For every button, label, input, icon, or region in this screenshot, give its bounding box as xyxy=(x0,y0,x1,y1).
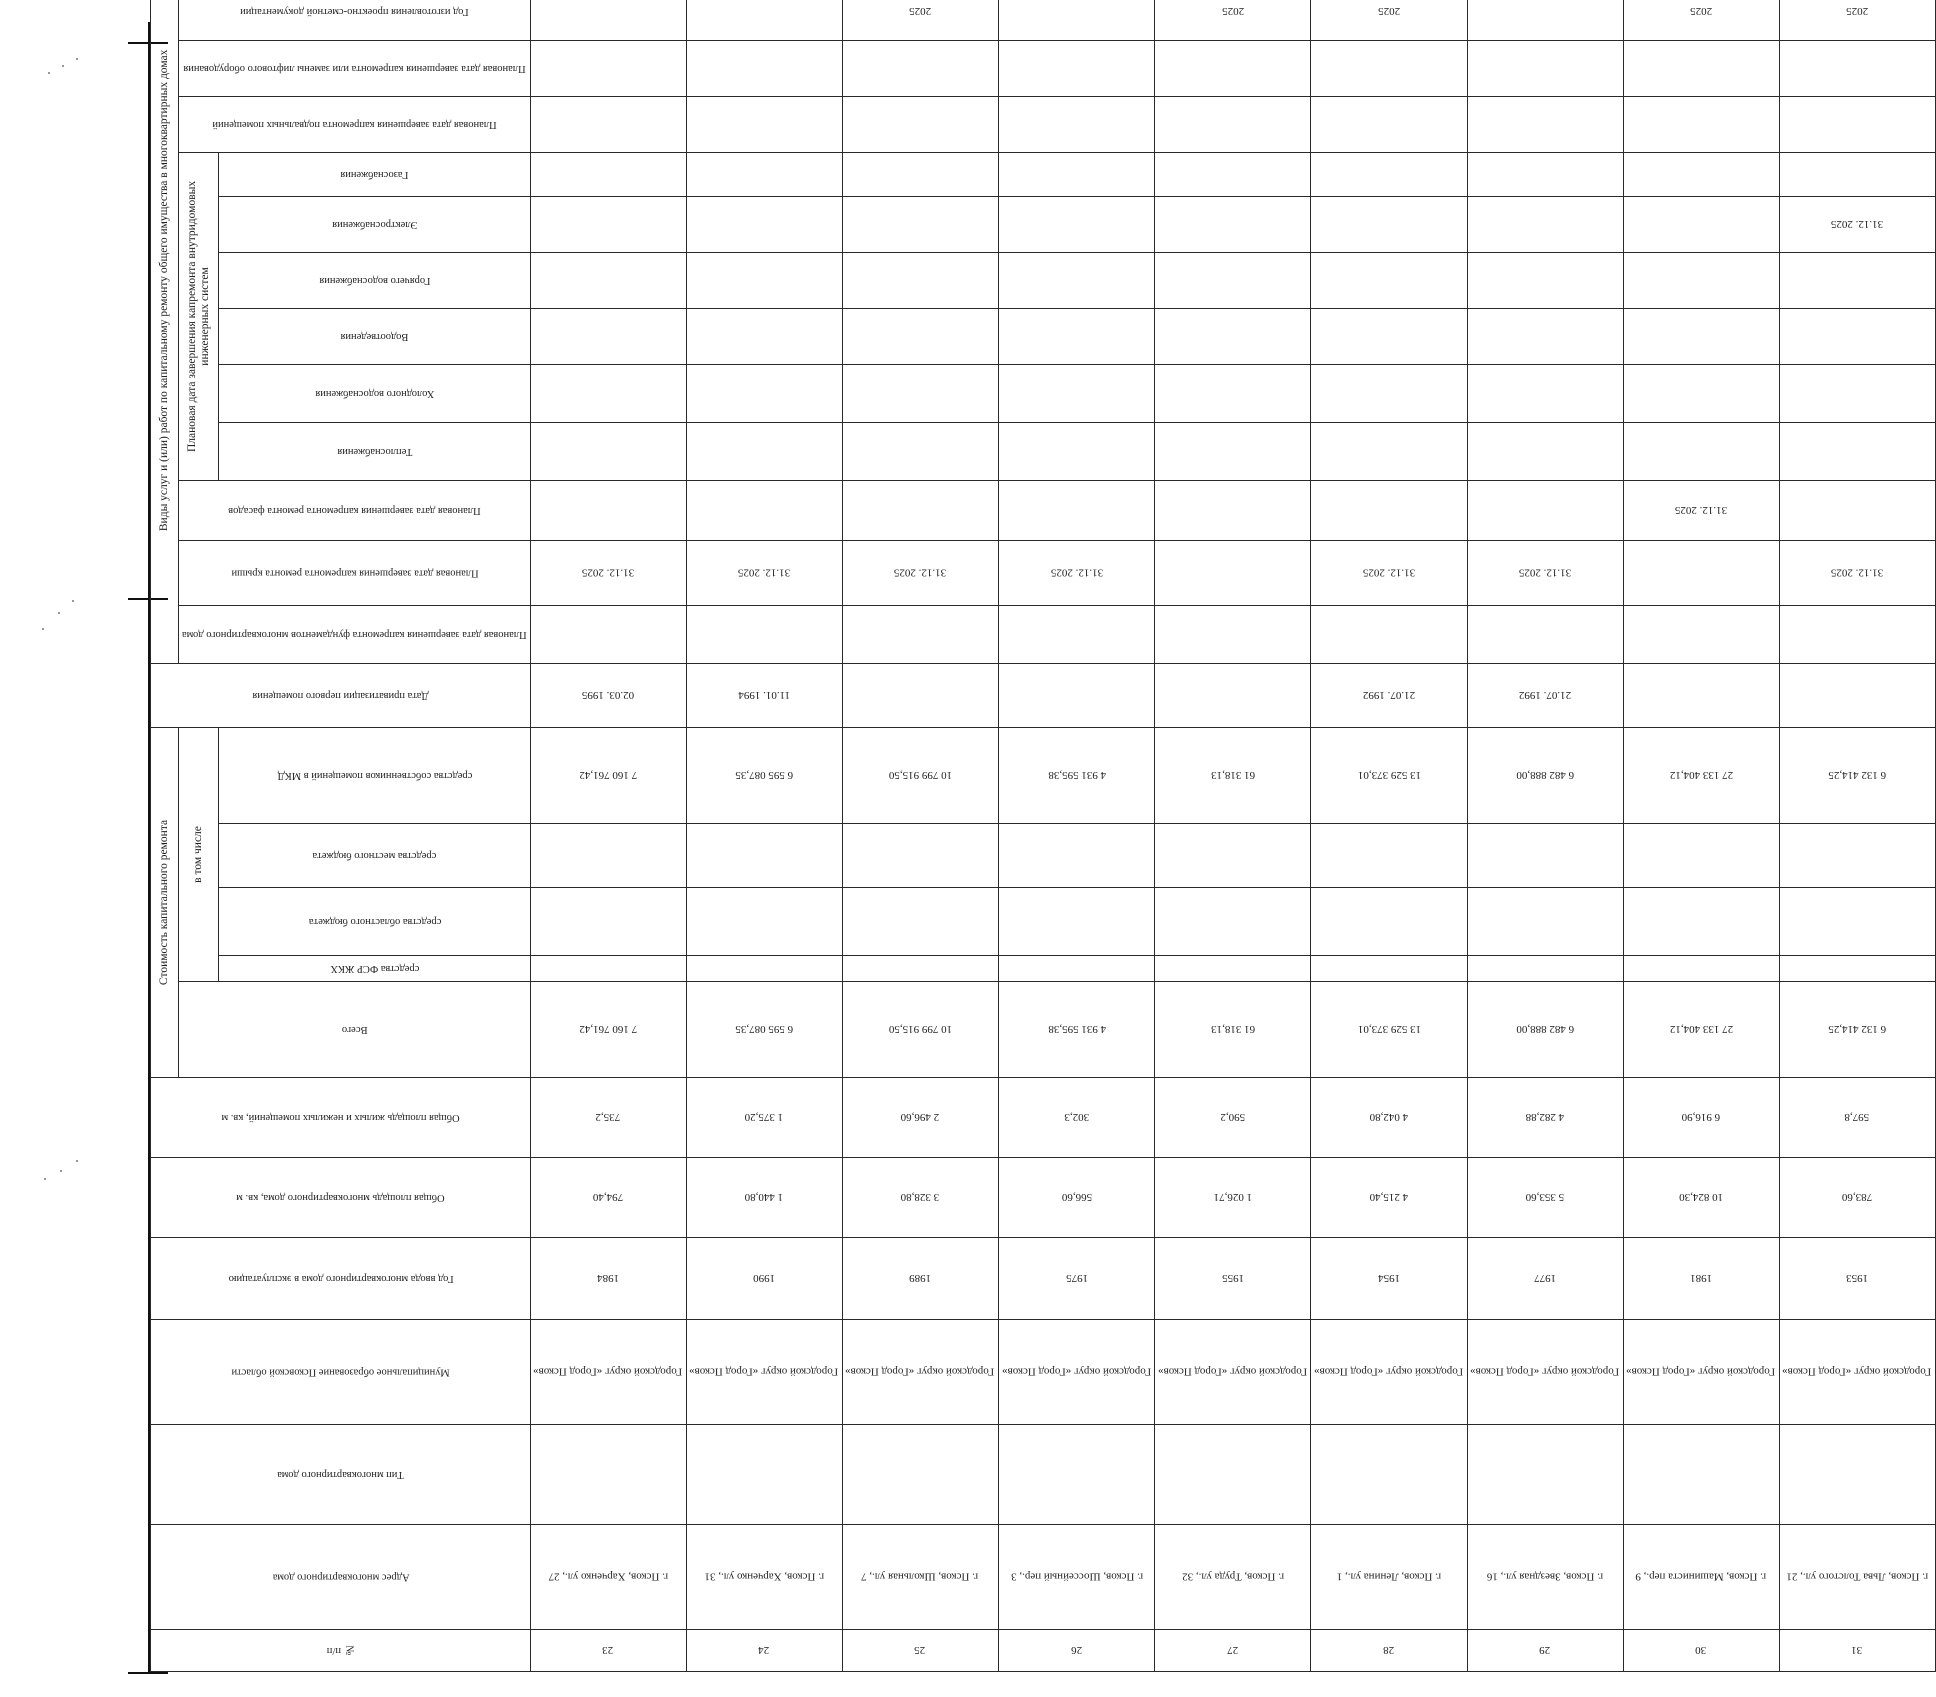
cell-hot-water xyxy=(1779,252,1935,308)
header-premises-area: Общая площадь жилых и нежилых помещений, кв. м xyxy=(151,1078,531,1158)
header-works-group: Виды услуг и (или) работ по капитальному ремонту общего имущества в многоквартирных домах xyxy=(151,0,179,663)
cell-premises-area: 4 282,88 xyxy=(1467,1078,1623,1158)
cell-electricity xyxy=(1155,196,1311,252)
header-heat-supply: Теплоснабжения xyxy=(219,422,530,480)
header-design-year: Год изготовления проектно-сметной документации xyxy=(179,0,531,40)
cell-lift-date xyxy=(1311,40,1467,96)
cell-address: г. Псков, Машиниста пер., 9 xyxy=(1623,1525,1779,1630)
cell-cost-total: 7 160 761,42 xyxy=(530,982,686,1078)
cell-gas-supply xyxy=(1467,152,1623,196)
cell-heat-supply xyxy=(686,422,842,480)
cell-facade-date xyxy=(1779,480,1935,540)
cell-basement-date xyxy=(1779,96,1935,152)
cell-sewerage xyxy=(686,308,842,364)
cell-regional-budget xyxy=(686,888,842,956)
cell-lift-date xyxy=(842,40,998,96)
cell-foundation-date xyxy=(1311,605,1467,663)
cell-hot-water xyxy=(530,252,686,308)
cell-regional-budget xyxy=(1467,888,1623,956)
cell-electricity: 31.12. 2025 xyxy=(1779,196,1935,252)
cell-sewerage xyxy=(1623,308,1779,364)
cell-municipality: Городской округ «Город Псков» xyxy=(1467,1320,1623,1425)
cell-privatization-date xyxy=(842,663,998,727)
bottom-tick-mark xyxy=(128,1672,168,1674)
table-row xyxy=(1623,0,1779,1672)
cell-design-year xyxy=(530,0,686,40)
cell-fsr-fund xyxy=(1155,956,1311,982)
rotated-table-frame xyxy=(150,5,1933,1672)
cell-foundation-date xyxy=(999,605,1155,663)
cell-foundation-date xyxy=(1155,605,1311,663)
cell-facade-date: 31.12. 2025 xyxy=(1623,480,1779,540)
cell-row-number: 30 xyxy=(1623,1630,1779,1672)
cell-privatization-date: 21.07. 1992 xyxy=(1467,663,1623,727)
cell-fsr-fund xyxy=(999,956,1155,982)
cell-gas-supply xyxy=(842,152,998,196)
cell-sewerage xyxy=(1311,308,1467,364)
cell-year-commissioned: 1953 xyxy=(1779,1238,1935,1320)
cell-fsr-fund xyxy=(530,956,686,982)
cell-year-commissioned: 1981 xyxy=(1623,1238,1779,1320)
cell-year-commissioned: 1955 xyxy=(1155,1238,1311,1320)
cell-roof-date: 31.12. 2025 xyxy=(999,540,1155,605)
cell-facade-date xyxy=(1467,480,1623,540)
cell-local-budget xyxy=(842,824,998,888)
cell-total-area: 3 328,80 xyxy=(842,1158,998,1238)
cell-gas-supply xyxy=(1623,152,1779,196)
cell-municipality: Городской округ «Город Псков» xyxy=(1623,1320,1779,1425)
cell-address: г. Псков, Льва Толстого ул., 21 xyxy=(1779,1525,1935,1630)
cell-house-type xyxy=(1311,1425,1467,1525)
cell-row-number: 27 xyxy=(1155,1630,1311,1672)
cell-sewerage xyxy=(1467,308,1623,364)
scan-speck xyxy=(76,1160,78,1162)
cell-total-area: 4 215,40 xyxy=(1311,1158,1467,1238)
header-owners-funds: средства собственников помещений в МКД xyxy=(219,727,530,823)
cell-electricity xyxy=(999,196,1155,252)
header-electricity: Электроснабжения xyxy=(219,196,530,252)
cell-sewerage xyxy=(530,308,686,364)
cell-row-number: 23 xyxy=(530,1630,686,1672)
cell-fsr-fund xyxy=(1779,956,1935,982)
table-row xyxy=(1779,0,1935,1672)
header-local-budget: средства местного бюджета xyxy=(219,824,530,888)
cell-foundation-date xyxy=(530,605,686,663)
cell-municipality: Городской округ «Город Псков» xyxy=(686,1320,842,1425)
cell-premises-area: 6 916,90 xyxy=(1623,1078,1779,1158)
cell-design-year xyxy=(999,0,1155,40)
cell-address: г. Псков, Харченко ул., 31 xyxy=(686,1525,842,1630)
cell-gas-supply xyxy=(1155,152,1311,196)
cell-house-type xyxy=(686,1425,842,1525)
cell-address: г. Псков, Труда ул., 32 xyxy=(1155,1525,1311,1630)
cell-sewerage xyxy=(842,308,998,364)
cell-design-year: 2025 xyxy=(1779,0,1935,40)
cell-cost-total: 4 931 595,38 xyxy=(999,982,1155,1078)
cell-row-number: 24 xyxy=(686,1630,842,1672)
cell-design-year: 2025 xyxy=(1311,0,1467,40)
cell-row-number: 25 xyxy=(842,1630,998,1672)
cell-roof-date: 31.12. 2025 xyxy=(1779,540,1935,605)
cell-cost-total: 6 482 888,00 xyxy=(1467,982,1623,1078)
cell-cost-total: 6 132 414,25 xyxy=(1779,982,1935,1078)
table-body xyxy=(530,0,1936,1672)
cell-regional-budget xyxy=(1779,888,1935,956)
cell-cold-water xyxy=(530,364,686,422)
header-lift-date: Плановая дата завершения капремонта или замены лифтового оборудования xyxy=(179,40,531,96)
table-row xyxy=(530,0,686,1672)
cell-local-budget xyxy=(1623,824,1779,888)
cell-total-area: 10 824,30 xyxy=(1623,1158,1779,1238)
cell-hot-water xyxy=(686,252,842,308)
cell-local-budget xyxy=(1779,824,1935,888)
cell-design-year: 2025 xyxy=(1155,0,1311,40)
cell-lift-date xyxy=(1623,40,1779,96)
cell-foundation-date xyxy=(686,605,842,663)
cell-roof-date xyxy=(1623,540,1779,605)
scan-speck xyxy=(72,600,74,602)
cell-row-number: 31 xyxy=(1779,1630,1935,1672)
cell-basement-date xyxy=(842,96,998,152)
cell-facade-date xyxy=(686,480,842,540)
cell-municipality: Городской округ «Город Псков» xyxy=(1779,1320,1935,1425)
cell-privatization-date xyxy=(999,663,1155,727)
table-row xyxy=(1311,0,1467,1672)
cell-row-number: 28 xyxy=(1311,1630,1467,1672)
cell-basement-date xyxy=(1155,96,1311,152)
cell-regional-budget xyxy=(1623,888,1779,956)
cell-year-commissioned: 1954 xyxy=(1311,1238,1467,1320)
cell-municipality: Городской округ «Город Псков» xyxy=(1155,1320,1311,1425)
cell-address: г. Псков, Школьная ул., 7 xyxy=(842,1525,998,1630)
cell-basement-date xyxy=(1623,96,1779,152)
header-roof-date: Плановая дата завершения капремонта ремонта крыши xyxy=(179,540,531,605)
cell-regional-budget xyxy=(999,888,1155,956)
cell-facade-date xyxy=(1311,480,1467,540)
cell-gas-supply xyxy=(530,152,686,196)
header-row-number: № п/п xyxy=(151,1630,531,1672)
cell-owners-funds: 27 133 404,12 xyxy=(1623,727,1779,823)
cell-hot-water xyxy=(842,252,998,308)
cell-owners-funds: 7 160 761,42 xyxy=(530,727,686,823)
cell-sewerage xyxy=(1779,308,1935,364)
header-first-privatization-date: Дата приватизации первого помещения xyxy=(151,663,531,727)
header-facade-date: Плановая дата завершения капремонта ремонта фасадов xyxy=(179,480,531,540)
cell-local-budget xyxy=(1311,824,1467,888)
scan-speck xyxy=(76,58,78,60)
cell-house-type xyxy=(1779,1425,1935,1525)
cell-foundation-date xyxy=(1467,605,1623,663)
cell-municipality: Городской округ «Город Псков» xyxy=(1311,1320,1467,1425)
header-cost-total: Всего xyxy=(179,982,531,1078)
cell-cold-water xyxy=(1779,364,1935,422)
header-including: в том числе xyxy=(179,727,219,981)
scan-speck xyxy=(42,628,44,630)
cell-fsr-fund xyxy=(686,956,842,982)
cell-regional-budget xyxy=(842,888,998,956)
cell-municipality: Городской округ «Город Псков» xyxy=(999,1320,1155,1425)
cell-heat-supply xyxy=(1155,422,1311,480)
cell-foundation-date xyxy=(1623,605,1779,663)
cell-hot-water xyxy=(1623,252,1779,308)
cell-fsr-fund xyxy=(842,956,998,982)
cell-year-commissioned: 1990 xyxy=(686,1238,842,1320)
capital-repair-table xyxy=(150,0,1936,1672)
cell-year-commissioned: 1989 xyxy=(842,1238,998,1320)
cell-cold-water xyxy=(842,364,998,422)
cell-municipality: Городской округ «Город Псков» xyxy=(842,1320,998,1425)
cell-total-area: 794,40 xyxy=(530,1158,686,1238)
table-row xyxy=(686,0,842,1672)
scan-speck xyxy=(58,612,60,614)
header-fsr-fund: средства ФСР ЖКХ xyxy=(219,956,530,982)
table-row xyxy=(1467,0,1623,1672)
cell-foundation-date xyxy=(842,605,998,663)
cell-sewerage xyxy=(1155,308,1311,364)
cell-basement-date xyxy=(686,96,842,152)
cell-total-area: 5 353,60 xyxy=(1467,1158,1623,1238)
cell-house-type xyxy=(999,1425,1155,1525)
header-repair-cost-group: Стоимость капитального ремонта xyxy=(151,727,179,1077)
cell-owners-funds: 10 799 915,50 xyxy=(842,727,998,823)
header-year-commissioned: Год ввода многоквартирного дома в эксплуатацию xyxy=(151,1238,531,1320)
cell-basement-date xyxy=(1467,96,1623,152)
cell-cost-total: 6 595 087,35 xyxy=(686,982,842,1078)
cell-hot-water xyxy=(1467,252,1623,308)
cell-row-number: 26 xyxy=(999,1630,1155,1672)
cell-local-budget xyxy=(1155,824,1311,888)
cell-cost-total: 27 133 404,12 xyxy=(1623,982,1779,1078)
header-sewerage: Водоотведения xyxy=(219,308,530,364)
cell-year-commissioned: 1975 xyxy=(999,1238,1155,1320)
cell-heat-supply xyxy=(999,422,1155,480)
cell-privatization-date: 11.01. 1994 xyxy=(686,663,842,727)
cell-roof-date: 31.12. 2025 xyxy=(530,540,686,605)
cell-design-year: 2025 xyxy=(1623,0,1779,40)
cell-local-budget xyxy=(530,824,686,888)
cell-privatization-date xyxy=(1155,663,1311,727)
cell-basement-date xyxy=(1311,96,1467,152)
cell-local-budget xyxy=(1467,824,1623,888)
cell-row-number: 29 xyxy=(1467,1630,1623,1672)
cell-gas-supply xyxy=(1311,152,1467,196)
cell-privatization-date xyxy=(1623,663,1779,727)
cell-basement-date xyxy=(530,96,686,152)
cell-cold-water xyxy=(1311,364,1467,422)
cell-cold-water xyxy=(1623,364,1779,422)
cell-facade-date xyxy=(842,480,998,540)
cell-premises-area: 4 042,80 xyxy=(1311,1078,1467,1158)
cell-facade-date xyxy=(1155,480,1311,540)
scan-speck xyxy=(60,1170,62,1172)
cell-owners-funds: 6 595 087,35 xyxy=(686,727,842,823)
header-municipality: Муниципальное образование Псковской области xyxy=(151,1320,531,1425)
cell-design-year xyxy=(1467,0,1623,40)
cell-total-area: 783,60 xyxy=(1779,1158,1935,1238)
cell-sewerage xyxy=(999,308,1155,364)
cell-municipality: Городской округ «Город Псков» xyxy=(530,1320,686,1425)
cell-design-year xyxy=(686,0,842,40)
cell-hot-water xyxy=(1311,252,1467,308)
table-row xyxy=(1155,0,1311,1672)
cell-premises-area: 302,3 xyxy=(999,1078,1155,1158)
header-regional-budget: средства областного бюджета xyxy=(219,888,530,956)
cell-owners-funds: 61 318,13 xyxy=(1155,727,1311,823)
cell-electricity xyxy=(1623,196,1779,252)
cell-electricity xyxy=(842,196,998,252)
cell-premises-area: 590,2 xyxy=(1155,1078,1311,1158)
cell-lift-date xyxy=(1779,40,1935,96)
cell-cold-water xyxy=(1467,364,1623,422)
cell-cold-water xyxy=(1155,364,1311,422)
cell-address: г. Псков, Звездная ул., 16 xyxy=(1467,1525,1623,1630)
cell-lift-date xyxy=(1467,40,1623,96)
cell-fsr-fund xyxy=(1311,956,1467,982)
cell-regional-budget xyxy=(1155,888,1311,956)
cell-heat-supply xyxy=(1467,422,1623,480)
header-foundation-date: Плановая дата завершения капремонта фундаментов многоквартирного дома xyxy=(179,605,531,663)
header-cold-water: Холодного водоснабжения xyxy=(219,364,530,422)
cell-owners-funds: 13 529 373,01 xyxy=(1311,727,1467,823)
cell-gas-supply xyxy=(686,152,842,196)
cell-cost-total: 10 799 915,50 xyxy=(842,982,998,1078)
cell-basement-date xyxy=(999,96,1155,152)
cell-house-type xyxy=(530,1425,686,1525)
header-engineering-systems: Плановая дата завершения капремонта внутридомовых инженерных систем xyxy=(179,152,219,480)
cell-house-type xyxy=(1467,1425,1623,1525)
scan-speck xyxy=(44,1178,46,1180)
cell-roof-date: 31.12. 2025 xyxy=(1311,540,1467,605)
cell-year-commissioned: 1984 xyxy=(530,1238,686,1320)
cell-electricity xyxy=(686,196,842,252)
cell-total-area: 566,60 xyxy=(999,1158,1155,1238)
cell-address: г. Псков, Харченко ул., 27 xyxy=(530,1525,686,1630)
cell-cost-total: 13 529 373,01 xyxy=(1311,982,1467,1078)
header-address: Адрес многоквартирного дома xyxy=(151,1525,531,1630)
cell-owners-funds: 4 931 595,38 xyxy=(999,727,1155,823)
cell-year-commissioned: 1977 xyxy=(1467,1238,1623,1320)
cell-electricity xyxy=(1311,196,1467,252)
cell-hot-water xyxy=(999,252,1155,308)
cell-heat-supply xyxy=(1311,422,1467,480)
cell-heat-supply xyxy=(842,422,998,480)
cell-gas-supply xyxy=(999,152,1155,196)
cell-privatization-date: 21.07. 1992 xyxy=(1311,663,1467,727)
cell-cost-total: 61 318,13 xyxy=(1155,982,1311,1078)
cell-roof-date: 31.12. 2025 xyxy=(686,540,842,605)
header-basement-date: Плановая дата завершения капремонта подвальных помещений xyxy=(179,96,531,152)
cell-local-budget xyxy=(686,824,842,888)
scan-speck xyxy=(62,65,64,67)
header-house-type: Тип многоквартирного дома xyxy=(151,1425,531,1525)
scan-speck xyxy=(48,72,50,74)
cell-heat-supply xyxy=(1779,422,1935,480)
cell-address: г. Псков, Ленина ул., 1 xyxy=(1311,1525,1467,1630)
cell-house-type xyxy=(1155,1425,1311,1525)
cell-roof-date: 31.12. 2025 xyxy=(1467,540,1623,605)
cell-lift-date xyxy=(530,40,686,96)
table-row xyxy=(842,0,998,1672)
cell-owners-funds: 6 132 414,25 xyxy=(1779,727,1935,823)
header-hot-water: Горячего водоснабжения xyxy=(219,252,530,308)
cell-heat-supply xyxy=(1623,422,1779,480)
cell-design-year: 2025 xyxy=(842,0,998,40)
table-row xyxy=(999,0,1155,1672)
cell-premises-area: 735,2 xyxy=(530,1078,686,1158)
cell-regional-budget xyxy=(1311,888,1467,956)
cell-electricity xyxy=(1467,196,1623,252)
cell-lift-date xyxy=(1155,40,1311,96)
cell-premises-area: 1 375,20 xyxy=(686,1078,842,1158)
cell-roof-date xyxy=(1155,540,1311,605)
cell-privatization-date xyxy=(1779,663,1935,727)
cell-premises-area: 597,8 xyxy=(1779,1078,1935,1158)
cell-house-type xyxy=(1623,1425,1779,1525)
cell-cold-water xyxy=(686,364,842,422)
cell-electricity xyxy=(530,196,686,252)
cell-local-budget xyxy=(999,824,1155,888)
cell-premises-area: 2 496,60 xyxy=(842,1078,998,1158)
cell-facade-date xyxy=(999,480,1155,540)
cell-house-type xyxy=(842,1425,998,1525)
cell-hot-water xyxy=(1155,252,1311,308)
header-total-area: Общая площадь многоквартирного дома, кв. м xyxy=(151,1158,531,1238)
header-gas-supply: Газоснабжения xyxy=(219,152,530,196)
cell-lift-date xyxy=(686,40,842,96)
cell-address: г. Псков, Шоссейный пер., 3 xyxy=(999,1525,1155,1630)
cell-gas-supply xyxy=(1779,152,1935,196)
cell-privatization-date: 02.03. 1995 xyxy=(530,663,686,727)
cell-facade-date xyxy=(530,480,686,540)
cell-heat-supply xyxy=(530,422,686,480)
cell-fsr-fund xyxy=(1623,956,1779,982)
cell-cold-water xyxy=(999,364,1155,422)
cell-foundation-date xyxy=(1779,605,1935,663)
cell-total-area: 1 026,71 xyxy=(1155,1158,1311,1238)
cell-owners-funds: 6 482 888,00 xyxy=(1467,727,1623,823)
cell-total-area: 1 440,80 xyxy=(686,1158,842,1238)
cell-fsr-fund xyxy=(1467,956,1623,982)
cell-roof-date: 31.12. 2025 xyxy=(842,540,998,605)
cell-regional-budget xyxy=(530,888,686,956)
cell-lift-date xyxy=(999,40,1155,96)
